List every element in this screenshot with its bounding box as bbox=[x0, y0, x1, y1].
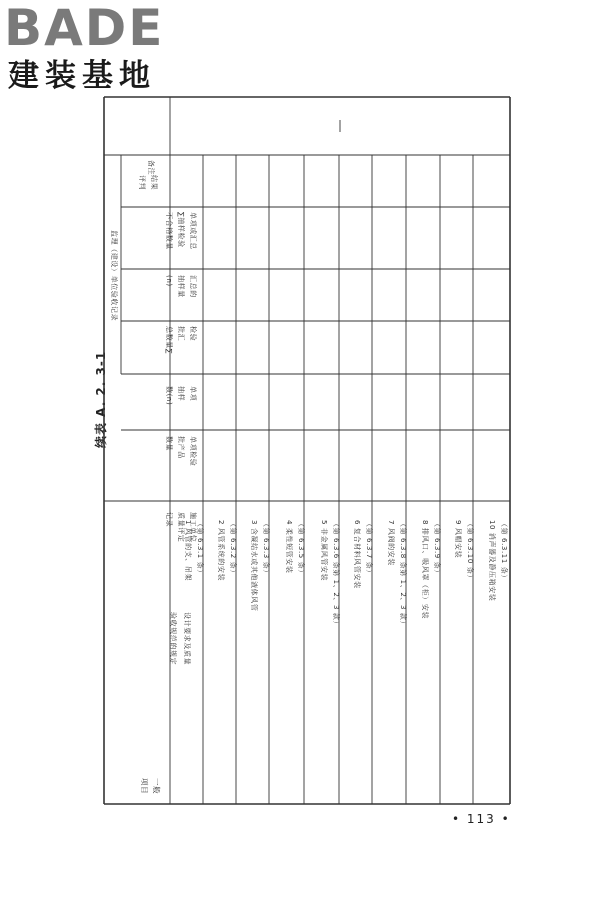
row-6-line1: 6 复合材料风管安装 bbox=[353, 520, 361, 589]
row-1-line2: （第 6.3.1 条） bbox=[196, 520, 204, 577]
header-construction-line3: 记录 bbox=[165, 512, 173, 528]
header-single-sample-line3: 数(n) bbox=[165, 386, 173, 406]
header-batch-total-line1: 检验 bbox=[189, 326, 197, 342]
row-4-line1: 4 柔性短管安装 bbox=[285, 520, 293, 574]
row-3-line1: 3 含凝结水或其他液体风管 bbox=[250, 520, 258, 612]
row-9-line1: 9 风帽安装 bbox=[454, 520, 462, 559]
header-batch-total-line3: 总数量∑ bbox=[165, 326, 173, 355]
row-10-line1: 10 消声器及静压箱安装 bbox=[488, 520, 496, 602]
page-number: • 113 • bbox=[452, 812, 511, 826]
row-9-line2: （第 6.3.10 条） bbox=[466, 520, 474, 582]
header-single-batch-line2: 批产品 bbox=[177, 436, 185, 459]
header-construction-line2: 质量评定 bbox=[177, 512, 185, 543]
logo-subtitle: 建装基地 bbox=[8, 58, 156, 94]
header-unqualified-line2: ∑抽样检验 bbox=[177, 212, 185, 248]
header-result-line2: 结果 bbox=[150, 175, 158, 191]
header-design-line2: 验收规范的规定 bbox=[169, 612, 177, 666]
row-1-line1: 1 风管的支、吊架 bbox=[184, 520, 192, 582]
row-6-line2: （第 6.3.7 条） bbox=[365, 520, 373, 577]
row-7-line2: （第 6.3.8 条第 1、2、3 款） bbox=[399, 520, 407, 629]
header-single-batch-line1: 单项检验 bbox=[189, 436, 197, 467]
header-single-sample-line2: 抽样 bbox=[177, 386, 185, 402]
row-8-line1: 8 排风口、吸风罩（柜）安装 bbox=[421, 520, 429, 620]
row-2-line1: 2 风管系统的安装 bbox=[217, 520, 225, 582]
header-construction-line1: 施工单位 bbox=[189, 512, 197, 543]
row-5-line2: （第 6.3.6 条第 1、2、3 款） bbox=[332, 520, 340, 629]
group-label-line2: 项目 bbox=[140, 778, 149, 795]
row-8-line2: （第 6.3.9 条） bbox=[433, 520, 441, 577]
row-5-line1: 5 非金属风管安装 bbox=[320, 520, 328, 582]
header-total-sample-line1: 汇总的 bbox=[189, 275, 197, 298]
row-3-line2: （第 6.3.3 条） bbox=[262, 520, 270, 577]
header-supervision: 监理（建设）单位验收记录 bbox=[110, 230, 118, 322]
group-label-line1: 一般 bbox=[152, 778, 161, 795]
row-10-line2: （第 6.3.11 条） bbox=[500, 520, 508, 582]
header-unqualified-line1: 单项或汇总 bbox=[189, 212, 197, 250]
header-total-sample-line3: (n) bbox=[165, 275, 173, 287]
row-7-line1: 7 风阀的安装 bbox=[387, 520, 395, 566]
row-4-line2: （第 6.3.5 条） bbox=[297, 520, 305, 577]
header-unqualified-line3: 不合格数量 bbox=[165, 212, 173, 250]
header-remarks: 备注 bbox=[147, 160, 155, 176]
logo-wordmark: BADE bbox=[4, 0, 165, 57]
header-total-sample-line2: 抽样量 bbox=[177, 275, 185, 298]
header-batch-total-line2: 批汇 bbox=[177, 326, 185, 342]
row-2-line2: （第 6.3.2 条） bbox=[229, 520, 237, 577]
header-result-line1: 评判 bbox=[138, 175, 146, 191]
table-caption: 续表 A. 2. 3-1 bbox=[94, 350, 108, 448]
header-design-line1: 设计要求及质量 bbox=[183, 612, 191, 666]
header-single-batch-line3: 数量 bbox=[165, 436, 173, 452]
header-single-sample-line1: 单项 bbox=[189, 386, 197, 402]
